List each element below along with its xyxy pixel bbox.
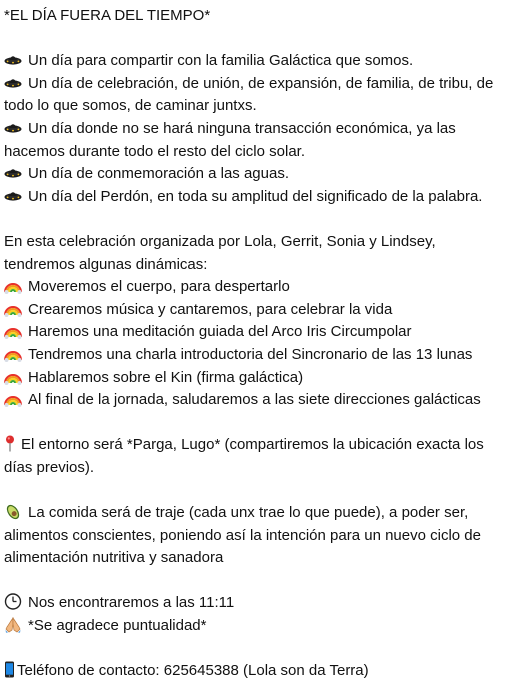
dynamic-item-text: Al final de la jornada, saludaremos a las siete direcciones galácticas <box>28 391 481 409</box>
dynamic-item-text: Hablaremos sobre el Kin (firma galáctica) <box>28 368 304 386</box>
message-document <box>4 5 511 683</box>
dynamic-item <box>4 276 511 299</box>
time-text-line: Nos encontraremos a las 11:11 <box>28 594 235 612</box>
rainbow-icon <box>4 322 22 339</box>
dynamic-item-text: Moveremos el cuerpo, para despertarlo <box>28 278 290 296</box>
location-text-line: El entorno será *Parga, Lugo* (compartiremos la ubicación exacta los <box>21 436 484 454</box>
dynamic-item <box>4 299 511 322</box>
organizers-text: tendremos algunas dinámicas: <box>4 255 208 273</box>
avocado-icon <box>4 503 22 520</box>
rainbow-icon <box>4 368 22 385</box>
location-text-continuation: días previos). <box>4 458 95 476</box>
rainbow-icon <box>4 390 22 407</box>
rainbow-icon <box>4 300 22 317</box>
location-text <box>4 434 511 457</box>
spacer <box>4 412 511 435</box>
intro-item-continuation: todo lo que somos, de caminar juntxs. <box>4 97 257 115</box>
spacer <box>4 638 511 661</box>
intro-item-text: Un día de celebración, de unión, de expansión, de familia, de tribu, de <box>28 74 494 92</box>
intro-item <box>4 186 511 209</box>
intro-item-continuation: hacemos durante todo el resto del ciclo solar. <box>4 142 306 160</box>
flying-saucer-icon <box>4 187 22 204</box>
food-text-line: La comida será de traje (cada unx trae lo que puede), a poder ser, <box>28 504 469 522</box>
mobile-phone-icon <box>4 661 15 678</box>
intro-item-text: Un día del Perdón, en toda su amplitud del significado de la palabra. <box>28 187 483 205</box>
food-text-continuation: alimentación nutritiva y sanadora <box>4 549 224 567</box>
food-text-continuation: alimentos conscientes, poniendo así la intención para un nuevo ciclo de <box>4 526 481 544</box>
punctuality-text <box>4 615 511 638</box>
event-title: *EL DÍA FUERA DEL TIEMPO* <box>4 7 211 24</box>
dynamic-item-text: Crearemos música y cantaremos, para celebrar la vida <box>28 300 393 318</box>
intro-item <box>4 73 511 96</box>
dynamic-item-text: Haremos una meditación guiada del Arco Iris Circumpolar <box>28 323 412 341</box>
time-text <box>4 592 511 615</box>
organizers-text: En esta celebración organizada por Lola, Gerrit, Sonia y Lindsey, <box>4 232 436 250</box>
rainbow-icon <box>4 277 22 294</box>
food-text <box>4 502 511 525</box>
dynamic-item-text: Tendremos una charla introductoria del Sincronario de las 13 lunas <box>28 345 473 363</box>
intro-item-text: Un día para compartir con la familia Galáctica que somos. <box>28 52 414 70</box>
spacer <box>4 208 511 231</box>
flying-saucer-icon <box>4 119 22 136</box>
contact-text <box>4 660 511 683</box>
dynamic-item <box>4 389 511 412</box>
contact-text-line: Teléfono de contacto: 625645388 (Lola son da Terra) <box>17 662 369 680</box>
flying-saucer-icon <box>4 51 22 68</box>
intro-item <box>4 163 511 186</box>
dynamic-item <box>4 344 511 367</box>
intro-item <box>4 50 511 73</box>
clock-icon <box>4 593 22 610</box>
flying-saucer-icon <box>4 74 22 91</box>
dynamic-item <box>4 321 511 344</box>
flying-saucer-icon <box>4 164 22 181</box>
intro-item <box>4 118 511 141</box>
folded-hands-icon <box>4 616 22 633</box>
dynamic-item <box>4 367 511 390</box>
spacer <box>4 570 511 593</box>
punctuality-text-line: *Se agradece puntualidad* <box>28 617 207 635</box>
intro-item-text: Un día donde no se hará ninguna transacción económica, ya las <box>28 119 456 137</box>
rainbow-icon <box>4 345 22 362</box>
intro-item-text: Un día de conmemoración a las aguas. <box>28 165 289 183</box>
spacer <box>4 479 511 502</box>
spacer <box>4 28 511 51</box>
round-pushpin-icon <box>4 435 16 452</box>
